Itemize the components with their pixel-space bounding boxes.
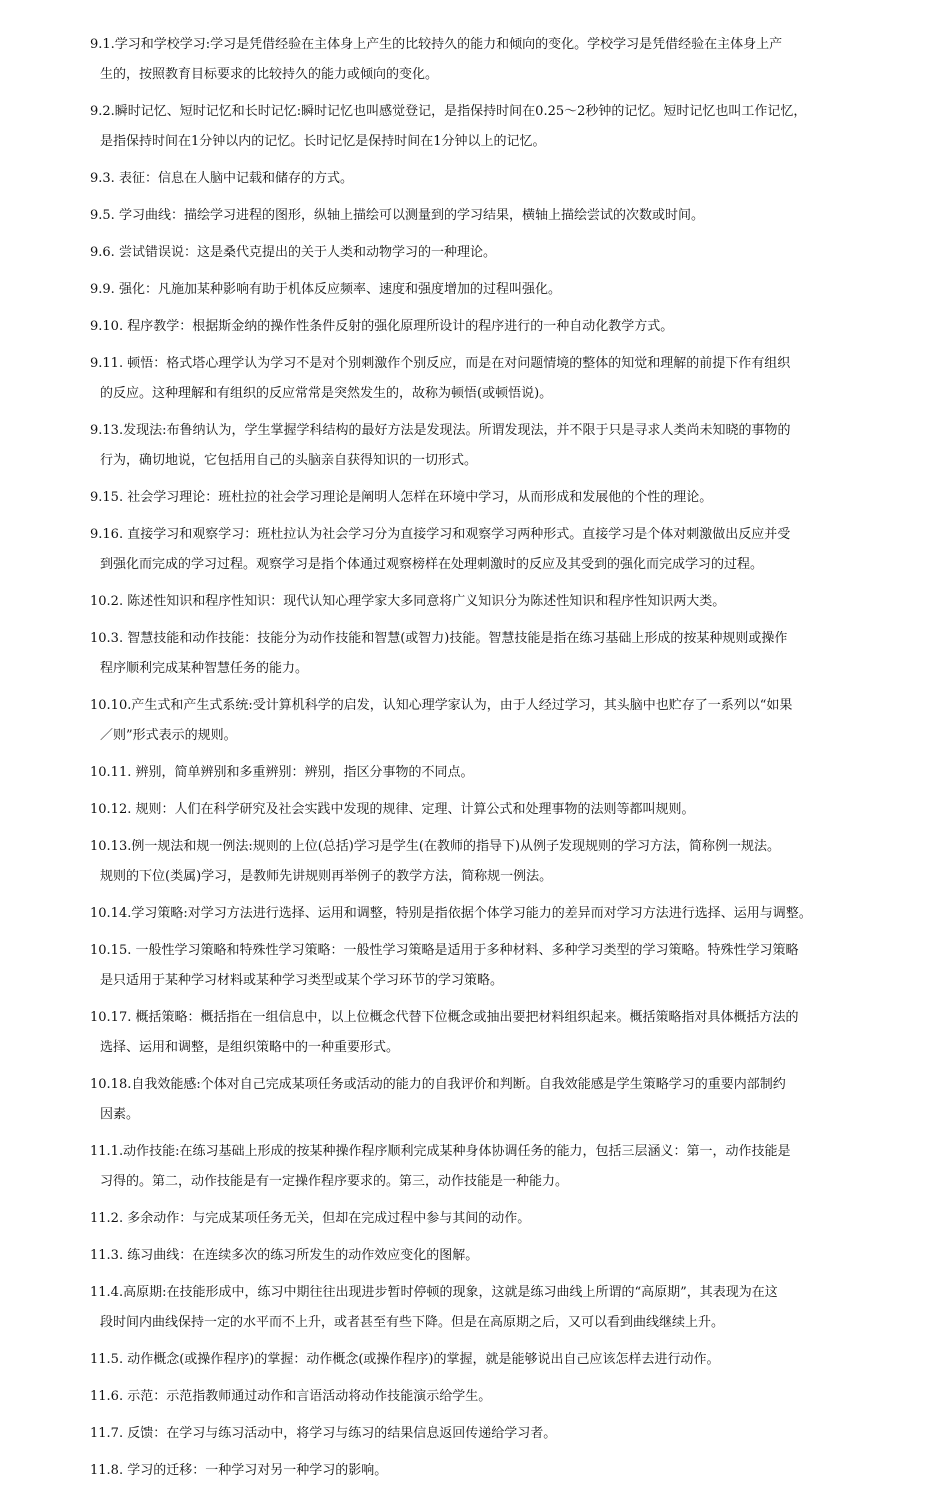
definition-entry	[90, 1137, 890, 1197]
definition-entry	[90, 1204, 890, 1234]
entry-first-line: 9.15. 社会学习理论：班杜拉的社会学习理论是阐明人怎样在环境中学习，从而形成和发展他的个性的理论。	[90, 490, 713, 505]
definition-entry	[90, 758, 890, 788]
definition-entry	[90, 238, 890, 268]
definition-entry	[90, 1003, 890, 1063]
definition-entry	[90, 97, 890, 157]
entry-first-line: 10.12. 规则：人们在科学研究及社会实践中发现的规律、定理、计算公式和处理事物的法则等都叫规则。	[90, 802, 695, 817]
entry-first-line: 9.3. 表征：信息在人脑中记载和储存的方式。	[90, 171, 353, 186]
entry-continuation-line: 程序顺利完成某种智慧任务的能力。	[100, 661, 309, 676]
entry-first-line: 9.2.瞬时记忆、短时记忆和长时记忆:瞬时记忆也叫感觉登记，是指保持时间在0.25～2秒钟的记忆。短时记忆也叫工作记忆，	[90, 104, 807, 119]
entry-first-line: 9.9. 强化：凡施加某种影响有助于机体反应频率、速度和强度增加的过程叫强化。	[90, 282, 561, 297]
definition-entry	[90, 312, 890, 342]
entry-first-line: 9.6. 尝试错误说：这是桑代克提出的关于人类和动物学习的一种理论。	[90, 245, 496, 260]
entry-first-line: 9.13.发现法:布鲁纳认为，学生掌握学科结构的最好方法是发现法。所谓发现法，并不限于只是寻求人类尚未知晓的事物的	[90, 423, 791, 438]
entry-continuation-line: 的反应。这种理解和有组织的反应常常是突然发生的，故称为顿悟(或顿悟说)。	[100, 386, 553, 401]
entry-first-line: 10.18.自我效能感:个体对自己完成某项任务或活动的能力的自我评价和判断。自我效能感是学生策略学习的重要内部制约	[90, 1077, 786, 1092]
entry-first-line: 9.16. 直接学习和观察学习：班杜拉认为社会学习分为直接学习和观察学习两种形式。直接学习是个体对刺激做出反应并受	[90, 527, 791, 542]
entry-first-line: 11.4.高原期:在技能形成中，练习中期往往出现进步暂时停顿的现象，这就是练习曲线上所谓的“高原期”，其表现为在这	[90, 1285, 778, 1300]
entry-continuation-line: 行为，确切地说，它包括用自己的头脑亲自获得知识的一切形式。	[100, 453, 478, 468]
definition-entry	[90, 349, 890, 409]
definition-entry	[90, 1345, 890, 1375]
definition-entry	[90, 1241, 890, 1271]
definition-entry	[90, 201, 890, 231]
entry-first-line: 10.14.学习策略:对学习方法进行选择、运用和调整，特别是指依据个体学习能力的差异而对学习方法进行选择、运用与调整。	[90, 906, 812, 921]
definition-entry	[90, 520, 890, 580]
entry-first-line: 10.2. 陈述性知识和程序性知识：现代认知心理学家大多同意将广义知识分为陈述性知识和程序性知识两大类。	[90, 594, 726, 609]
definition-entry	[90, 1456, 890, 1486]
entry-first-line: 9.11. 顿悟：格式塔心理学认为学习不是对个别刺激作个别反应，而是在对问题情境的整体的知觉和理解的前提下作有组织	[90, 356, 791, 371]
entry-continuation-line: 规则的下位(类属)学习，是教师先讲规则再举例子的教学方法，简称规一例法。	[100, 869, 553, 884]
entry-continuation-line: 选择、运用和调整，是组织策略中的一种重要形式。	[100, 1040, 400, 1055]
definition-entry	[90, 1382, 890, 1412]
definition-entry	[90, 795, 890, 825]
definition-entry	[90, 587, 890, 617]
entry-continuation-line: 到强化而完成的学习过程。观察学习是指个体通过观察榜样在处理刺激时的反应及其受到的强化而完成学习的过程。	[100, 557, 764, 572]
entry-continuation-line: 是只适用于某种学习材料或某种学习类型或某个学习环节的学习策略。	[100, 973, 504, 988]
entry-first-line: 10.10.产生式和产生式系统:受计算机科学的启发，认知心理学家认为，由于人经过学习，其头脑中也贮存了一系列以“如果	[90, 698, 793, 713]
entry-first-line: 11.2. 多余动作：与完成某项任务无关，但却在完成过程中参与其间的动作。	[90, 1211, 531, 1226]
definition-entry	[90, 1278, 890, 1338]
entry-continuation-line: 段时间内曲线保持一定的水平而不上升，或者甚至有些下降。但是在高原期之后，又可以看到曲线继续上升。	[100, 1315, 725, 1330]
definition-entry	[90, 164, 890, 194]
definition-entry	[90, 936, 890, 996]
entry-continuation-line: 习得的。第二，动作技能是有一定操作程序要求的。第三，动作技能是一种能力。	[100, 1174, 569, 1189]
definition-entry	[90, 483, 890, 513]
definition-entry	[90, 416, 890, 476]
definition-entry	[90, 1070, 890, 1130]
entry-first-line: 11.7. 反馈：在学习与练习活动中，将学习与练习的结果信息返回传递给学习者。	[90, 1426, 557, 1441]
entry-first-line: 11.3. 练习曲线：在连续多次的练习所发生的动作效应变化的图解。	[90, 1248, 479, 1263]
definition-entry	[90, 624, 890, 684]
definition-entry	[90, 691, 890, 751]
definition-entry	[90, 275, 890, 305]
definition-entry	[90, 899, 890, 929]
entry-first-line: 11.6. 示范：示范指教师通过动作和言语活动将动作技能演示给学生。	[90, 1389, 492, 1404]
entry-first-line: 10.3. 智慧技能和动作技能：技能分为动作技能和智慧(或智力)技能。智慧技能是指在练习基础上形成的按某种规则或操作	[90, 631, 788, 646]
entry-first-line: 9.10. 程序教学：根据斯金纳的操作性条件反射的强化原理所设计的程序进行的一种自动化教学方式。	[90, 319, 674, 334]
entry-continuation-line: 生的，按照教育目标要求的比较持久的能力或倾向的变化。	[100, 67, 439, 82]
entry-first-line: 9.5. 学习曲线：描绘学习进程的图形，纵轴上描绘可以测量到的学习结果，横轴上描绘尝试的次数或时间。	[90, 208, 704, 223]
entry-first-line: 11.1.动作技能:在练习基础上形成的按某种操作程序顺利完成某种身体协调任务的能力，包括三层涵义：第一，动作技能是	[90, 1144, 791, 1159]
entry-first-line: 10.13.例一规法和规一例法:规则的上位(总括)学习是学生(在教师的指导下)从例子发现规则的学习方法，简称例一规法。	[90, 839, 781, 854]
entry-first-line: 11.5. 动作概念(或操作程序)的掌握：动作概念(或操作程序)的掌握，就是能够说出自己应该怎样去进行动作。	[90, 1352, 720, 1367]
entry-continuation-line: 是指保持时间在1分钟以内的记忆。长时记忆是保持时间在1分钟以上的记忆。	[100, 134, 546, 149]
definition-entry	[90, 832, 890, 892]
entry-continuation-line: 因素。	[100, 1107, 140, 1122]
entry-continuation-line: ／则”形式表示的规则。	[100, 728, 237, 743]
entry-first-line: 11.8. 学习的迁移：一种学习对另一种学习的影响。	[90, 1463, 388, 1478]
entry-first-line: 9.1.学习和学校学习:学习是凭借经验在主体身上产生的比较持久的能力和倾向的变化。学校学习是凭借经验在主体身上产	[90, 37, 783, 52]
entry-first-line: 10.11. 辨别，简单辨别和多重辨别：辨别，指区分事物的不同点。	[90, 765, 474, 780]
definition-entry	[90, 30, 890, 90]
entry-first-line: 10.17. 概括策略：概括指在一组信息中，以上位概念代替下位概念或抽出要把材料组织起来。概括策略指对具体概括方法的	[90, 1010, 799, 1025]
definition-entry	[90, 1419, 890, 1449]
entry-first-line: 10.15. 一般性学习策略和特殊性学习策略：一般性学习策略是适用于多种材料、多种学习类型的学习策略。特殊性学习策略	[90, 943, 799, 958]
